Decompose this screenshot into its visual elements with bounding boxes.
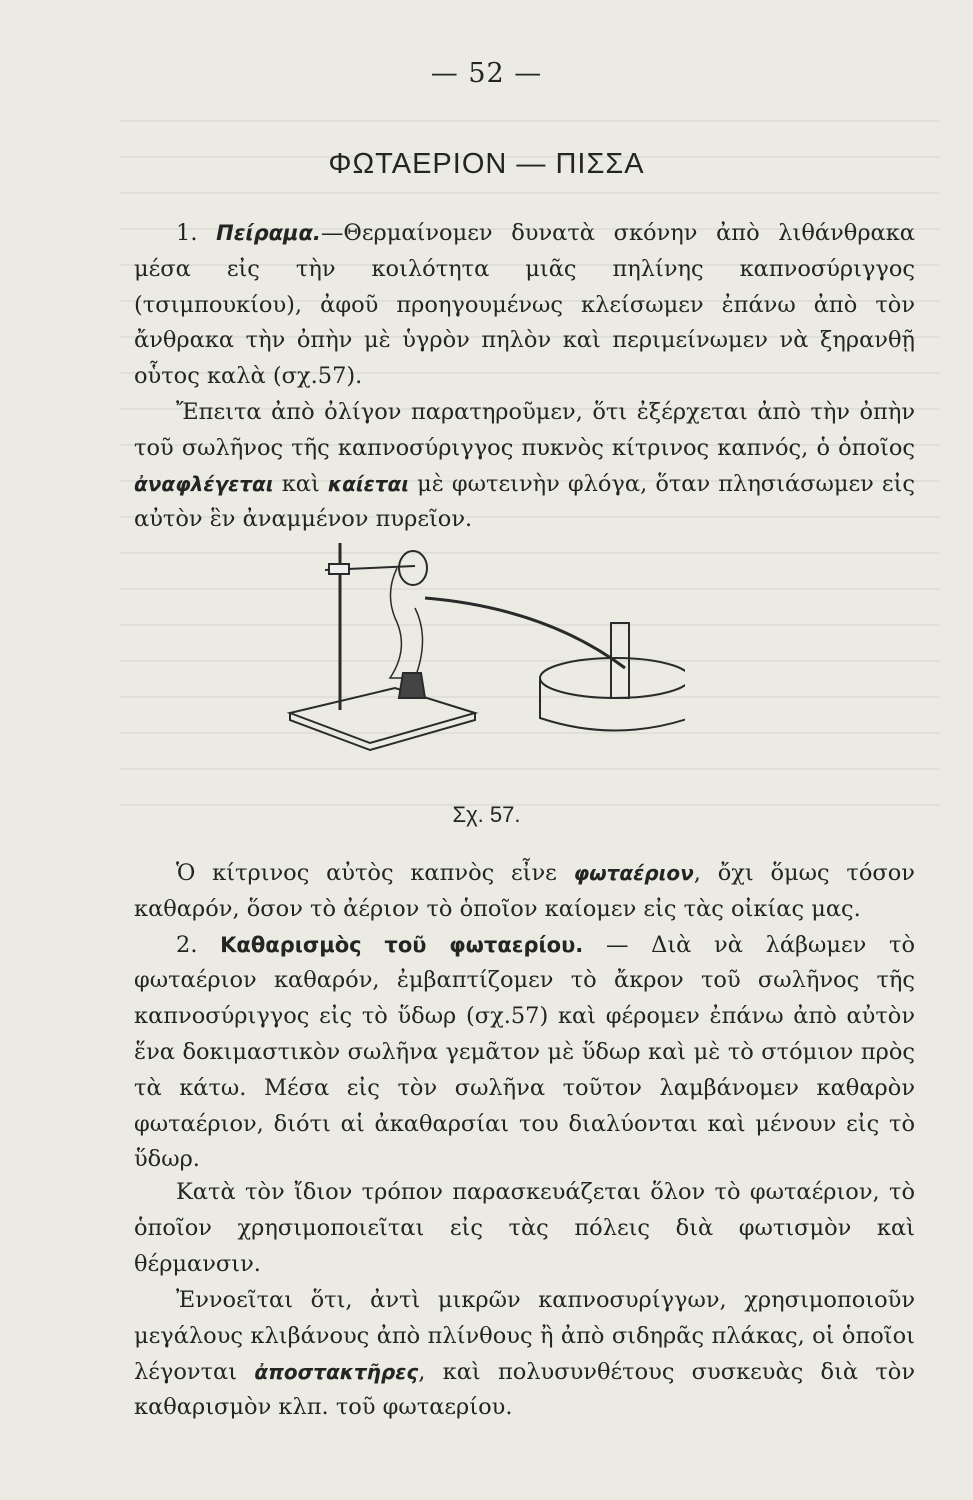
term-kaietai: καίεται — [327, 471, 410, 496]
city-paragraph — [134, 1175, 915, 1282]
clamp-block — [329, 564, 349, 574]
gas-text-2: , ὄχι ὅμως τόσον καθαρόν, ὅσον τὸ ἀέριον τὸ ὁποῖον καίομεν εἰς τὰς οἰκίας μας. — [134, 860, 915, 922]
term-apostaktires: ἀποστακτῆρες — [254, 1359, 419, 1384]
apparatus-illustration — [285, 538, 685, 800]
experiment-heading: Πείραμα. — [216, 221, 321, 245]
retorts-text-2: , καὶ πολυσυνθέτους συσκευὰς διὰ τὸν καθαρισμὸν κλπ. τοῦ φωταερίου. — [134, 1358, 916, 1421]
figure-caption: Σχ. 57. — [452, 802, 521, 827]
purification-heading: Καθαρισμὸς τοῦ φωταερίου. — [220, 932, 584, 957]
retorts-paragraph — [134, 1283, 915, 1426]
experiment-text-4: μὲ φωτεινὴν φλόγα, ὅταν πλησιάσωμεν εἰς αὐτὸν ἓν ἀναμμένον πυρεῖον. — [134, 470, 916, 533]
experiment-label: 1. — [176, 220, 198, 246]
experiment-text-3: καὶ — [281, 470, 320, 497]
chapter-title: ΦΩΤΑΕΡΙΟΝ — ΠΙΣΣΑ — [328, 148, 645, 180]
stand-base — [290, 688, 475, 743]
gas-paragraph — [134, 856, 915, 1178]
term-anaflegetai: ἀναφλέγεται — [134, 471, 274, 496]
retorts-text-1: Ἐννοεῖται ὅτι, ἀντὶ μικρῶν καπνοσυρίγγων, χρησιμοποιοῦν μεγάλους κλιβάνους ἀπὸ πλίνθους ἢ ἀπὸ σιδηρᾶς πλάκας, οἱ ὁποῖοι λέγονται — [134, 1287, 915, 1385]
page-number: — 52 — — [430, 58, 543, 89]
experiment-text-1: —Θερμαίνομεν δυνατὰ σκόνην ἀπὸ λιθάνθρακα μέσα εἰς τὴν κοιλότητα μιᾶς πηλίνης καπνοσύριγγος (τσιμπουκίου), ἀφοῦ προηγουμένως κλείσωμεν ἐπάνω ἀπὸ τὸν ἄνθρακα τὴν ὀπὴν μὲ ὑγρὸν πηλὸν καὶ περιμείνωμεν νὰ ξηρανθῇ οὗτος καλὰ (σχ.57). — [134, 220, 915, 390]
term-fotaerion: φωταέριον — [573, 861, 694, 885]
purification-label: 2. — [176, 931, 198, 958]
burner — [399, 673, 425, 698]
trough-wall — [540, 678, 685, 731]
gas-text-1: Ὁ κίτρινος αὐτὸς καπνὸς εἶνε — [176, 860, 557, 886]
stand-base-edge — [290, 713, 475, 750]
pipe-tube — [425, 598, 625, 668]
experiment-text-2: Ἔπειτα ἀπὸ ὀλίγον παρατηροῦμεν, ὅτι ἐξέρχεται ἀπὸ τὴν ὀπὴν τοῦ σωλῆνος τῆς καπνοσύριγγος πυκνὸς κίτρινος καπνός, ὁ ὁποῖος — [134, 398, 915, 461]
purification-text: — Διὰ νὰ λάβωμεν τὸ φωταέριον καθαρόν, ἐμβαπτίζομεν τὸ ἄκρον τοῦ σωλῆνος τῆς καπνοσύριγγος εἰς τὸ ὕδωρ (σχ.57) καὶ φέρομεν ἐπάνω ἀπὸ αὐτὸν ἕνα δοκιμαστικὸν σωλῆνα γεμᾶτον μὲ ὕδωρ καὶ μὲ τὸ στόμιον πρὸς τὰ κάτω. Μέσα εἰς τὸν σωλῆνα τοῦτον λαμβάνομεν καθαρὸν φωταέριον, διότι αἱ ἀκαθαρσίαι του διαλύονται καὶ μένουν εἰς τὸ ὕδωρ. — [134, 931, 915, 1173]
pipe-bowl — [399, 551, 427, 585]
experiment-paragraph — [134, 216, 915, 538]
trough-rim — [540, 658, 685, 698]
city-text: Κατὰ τὸν ἴδιον τρόπον παρασκευάζεται ὅλον τὸ φωταέριον, τὸ ὁποῖον χρησιμοποιεῖται εἰς τὰς πόλεις διὰ φωτισμὸν καὶ θέρμανσιν. — [134, 1179, 915, 1277]
